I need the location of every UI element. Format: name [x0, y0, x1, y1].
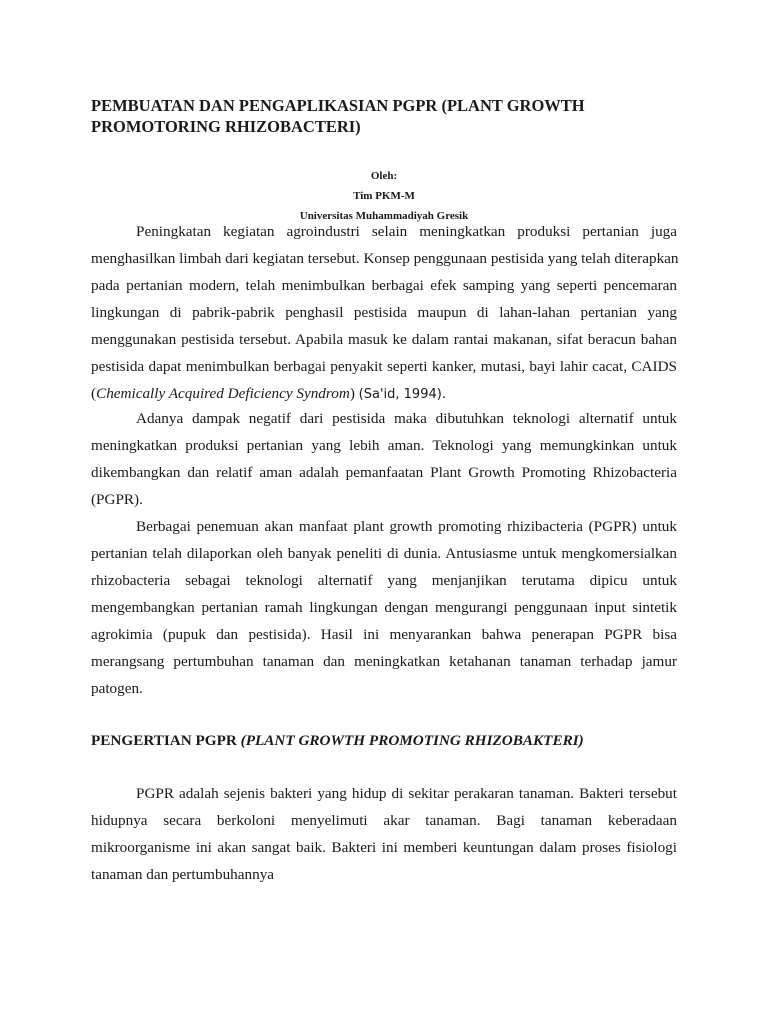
paragraph-2-line: meningkatkan produksi pertanian yang lebih aman. Teknologi yang memungkinkan untuk [91, 437, 677, 454]
paragraph-2-line: dikembangkan dan relatif aman adalah pemanfaatan Plant Growth Promoting Rhizobacteria [91, 464, 677, 481]
paragraph-1-line: menggunakan pestisida tersebut. Apabila masuk ke dalam rantai makanan, sifat beracun bahan [91, 331, 677, 348]
section-heading-italic: (PLANT GROWTH PROMOTING RHIZOBAKTERI) [240, 732, 584, 749]
section-heading-bold: PENGERTIAN PGPR [91, 732, 237, 749]
paragraph-1-line: pada pertanian modern, telah menimbulkan berbagai efek samping yang seperti pencemaran [91, 277, 677, 294]
byline-oleh: Oleh: [370, 170, 398, 182]
paragraph-2 [91, 405, 677, 513]
paragraph-1 [91, 218, 677, 407]
paragraph-4-line: PGPR adalah sejenis bakteri yang hidup di sekitar perakaran tanaman. Bakteri tersebut [136, 785, 677, 802]
title-line-2: PROMOTORING RHIZOBACTERI) [91, 117, 361, 136]
paragraph-3-line: pertanian telah dilaporkan oleh banyak peneliti di dunia. Antusiasme untuk mengkomersialkan [91, 545, 677, 562]
paragraph-3-line: agrokimia (pupuk dan pestisida). Hasil ini menyarankan bahwa penerapan PGPR bisa [91, 626, 677, 643]
paragraph-3-line: rhizobacteria sebagai teknologi alternatif yang menjanjikan terutama dipicu untuk [91, 572, 677, 589]
paren-close: ) [349, 385, 355, 402]
paragraph-3-line: merangsang pertumbuhan tanaman dan meningkatkan ketahanan tanaman terhadap jamur [91, 653, 677, 670]
paragraph-1-line: Peningkatan kegiatan agroindustri selain meningkatkan produksi pertanian juga [136, 223, 677, 240]
paragraph-3-line: Berbagai penemuan akan manfaat plant growth promoting rhizibacteria (PGPR) untuk [136, 518, 677, 535]
section-heading [91, 732, 584, 750]
paragraph-3-line: patogen. [91, 680, 143, 697]
italic-term: Chemically Acquired Deficiency Syndrom [96, 385, 350, 402]
paragraph-2-line: (PGPR). [91, 491, 143, 508]
byline-team: Tim PKM-M [353, 190, 415, 202]
paragraph-3-line: mengembangkan pertanian ramah lingkungan dengan mengurangi penggunaan input sintetik [91, 599, 677, 616]
paragraph-1-line: menghasilkan limbah dari kegiatan tersebut. Konsep penggunaan pestisida yang telah diterapkan [91, 250, 679, 267]
paragraph-1-line: lingkungan di pabrik-pabrik penghasil pestisida maupun di lahan-lahan pertanian yang [91, 304, 677, 321]
paragraph-4 [91, 780, 677, 888]
paragraph-2-line: Adanya dampak negatif dari pestisida maka dibutuhkan teknologi alternatif untuk [136, 410, 677, 427]
citation: (Sa'id, 1994). [358, 387, 446, 402]
paragraph-1-last-line [91, 380, 677, 407]
paragraph-4-line: mikroorganisme ini akan sangat baik. Bakteri ini memberi keuntungan dalam proses fisiologi [91, 839, 677, 856]
paragraph-4-line: tanaman dan pertumbuhannya [91, 866, 275, 883]
byline-university: Universitas Muhammadiyah Gresik [299, 210, 469, 222]
title-line-1: PEMBUATAN DAN PENGAPLIKASIAN PGPR (PLANT GROWTH [91, 96, 585, 115]
paragraph-1-line: pestisida dapat menimbulkan berbagai penyakit seperti kanker, mutasi, bayi lahir cacat, CAIDS [91, 358, 677, 375]
paragraph-4-line: hidupnya secara berkoloni menyelimuti akar tanaman. Bagi tanaman keberadaan [91, 812, 677, 829]
document-title [91, 95, 691, 137]
paren-open: ( [91, 385, 97, 402]
paragraph-3 [91, 513, 677, 702]
